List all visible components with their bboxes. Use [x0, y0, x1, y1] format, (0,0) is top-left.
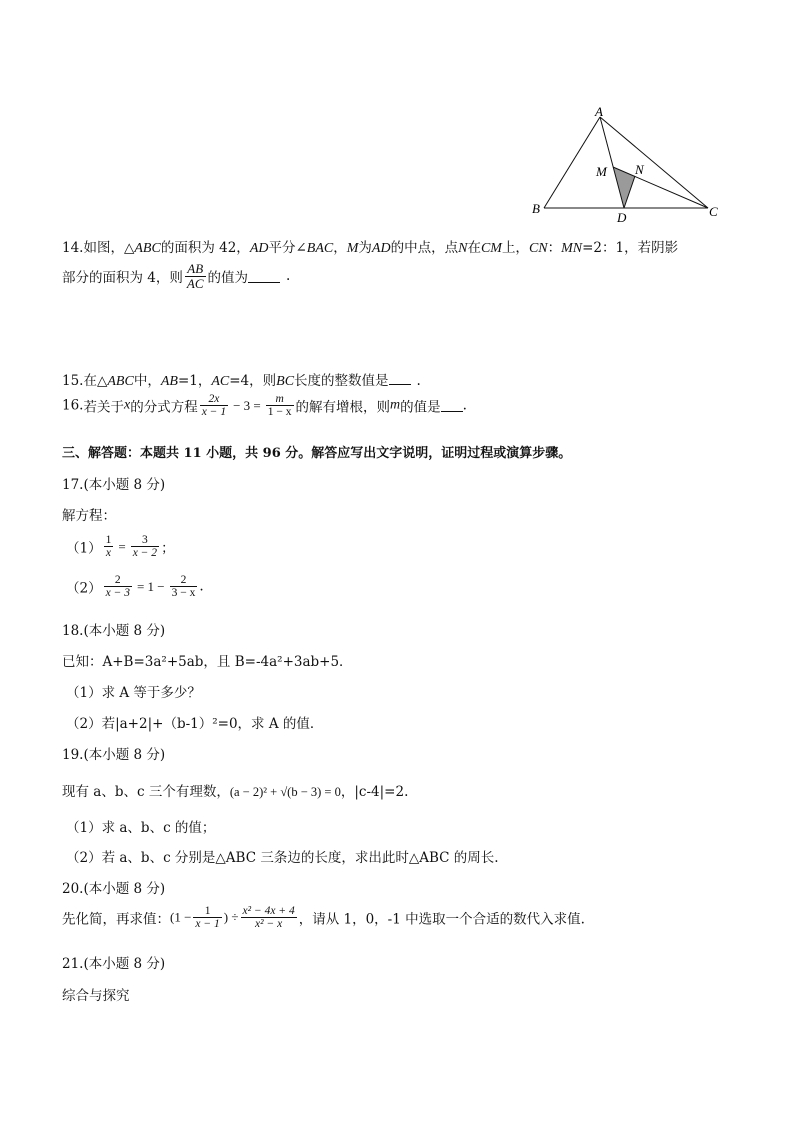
q20-expr-part: (1 − [170, 909, 192, 925]
q16-x: x [123, 397, 131, 413]
fraction-numerator: 2 [170, 574, 198, 587]
q14-ad: AD [371, 241, 391, 256]
segment-ad [600, 117, 624, 208]
q19-part-2: （2）若 a、b、c 分别是△ABC 三条边的长度，求出此时△ABC 的周长. [66, 850, 499, 866]
side-ab [544, 117, 600, 208]
q14-mn: MN [561, 241, 583, 256]
q21-header: 21.(本小题 8 分) [62, 956, 166, 972]
equals-sign: = [118, 538, 126, 554]
q15-text: 中， [133, 373, 161, 389]
q20-expr-part: ) ÷ [223, 909, 239, 925]
q14-text: 的面积为 42， [160, 240, 250, 256]
q14-cn: CN [528, 241, 548, 256]
q14-text: 的中点，点 [390, 240, 459, 256]
fraction-numerator: 1 [193, 905, 221, 918]
q14-text: 上， [501, 240, 529, 256]
q14-text: 的值为 [207, 270, 249, 287]
q15-bc: BC [276, 374, 295, 389]
q19-header: 19.(本小题 8 分) [62, 747, 166, 763]
q14-ad: AD [249, 241, 269, 256]
q14-text: 如图，△ [83, 240, 135, 256]
q17-p2-fraction-1 [104, 574, 132, 599]
section-3-header: 三、解答题：本题共 11 小题，共 96 分。解答应写出文字说明，证明过程或演算步骤。 [62, 446, 572, 461]
q14-n: N [458, 241, 468, 256]
q14-text: =2：1，若阴影 [582, 240, 679, 256]
q19-statement [62, 780, 408, 800]
q14-period: . [286, 268, 291, 285]
q16-text: 的值是 [400, 399, 441, 416]
q18-given: 已知：A+B=3a²+5ab，且 B=-4a²+3ab+5． [62, 654, 353, 670]
fraction-denominator: x² − x [255, 918, 283, 931]
label-c: C [709, 204, 718, 219]
q14-text: ： [547, 240, 562, 256]
q16-text: 若关于 [83, 399, 124, 416]
q20-text: 先化简，再求值： [62, 911, 170, 928]
q15-ab: AB [160, 374, 178, 389]
q15-text: =4，则 [229, 373, 277, 389]
q16-number: 16. [62, 397, 84, 414]
q14-text: 在 [467, 240, 481, 256]
answer-blank[interactable] [441, 399, 463, 412]
label-d: D [617, 210, 627, 225]
fraction-denominator: x [105, 547, 112, 560]
fraction-denominator: x − 1 [195, 918, 220, 931]
fraction-denominator: 1 − x [267, 406, 292, 419]
question-16 [62, 393, 467, 418]
q14-abc: ABC [134, 241, 161, 256]
q18-part-1: （1）求 A 等于多少？ [66, 685, 201, 701]
side-ac [600, 117, 708, 208]
fraction-denominator: x − 3 [105, 587, 130, 600]
answer-blank[interactable] [248, 270, 280, 283]
q16-fraction-1 [200, 393, 228, 418]
fraction-numerator: 1 [105, 534, 112, 546]
q16-period: . [462, 397, 467, 414]
part-label: （2） [66, 580, 102, 597]
q14-text: 部分的面积为 4，则 [62, 270, 183, 287]
q14-cm: CM [480, 241, 502, 256]
q14-number: 14. [62, 240, 84, 256]
fraction-denominator: x − 1 [201, 406, 227, 419]
fraction-numerator: AB [185, 262, 206, 277]
q16-text: 的分式方程 [130, 399, 198, 416]
q17-p2-fraction-2 [170, 574, 198, 599]
q15-ac: AC [211, 374, 230, 389]
q14-m: M [346, 241, 359, 256]
q15-abc: ABC [107, 374, 134, 389]
triangle-figure [528, 104, 724, 226]
label-b: B [532, 201, 540, 216]
label-m: M [596, 164, 607, 179]
q21-intro: 综合与探究 [62, 988, 130, 1004]
q20-statement [62, 905, 585, 930]
question-15 [62, 369, 421, 390]
q18-part-2: （2）若|a+2|+（b-1）²=0，求 A 的值． [66, 716, 324, 732]
q16-operator: − 3 = [233, 397, 261, 413]
fraction-numerator: 3 [131, 534, 159, 547]
fraction-numerator: 2 [104, 574, 132, 587]
q14-bac: BAC [306, 241, 334, 256]
part-label: （1） [66, 540, 102, 557]
q19-text: ，|c-4|=2. [340, 784, 409, 800]
q17-p1-fraction-2 [131, 534, 159, 559]
label-n: N [635, 162, 644, 177]
equation-middle: = 1 − [136, 578, 165, 594]
answer-blank[interactable] [389, 372, 411, 385]
q20-fraction-2 [241, 905, 297, 930]
fraction-numerator: x² − 4x + 4 [242, 905, 295, 917]
q20-text: ，请从 1，0，-1 中选取一个合适的数代入求值. [298, 911, 585, 928]
q14-text: ， [333, 240, 347, 256]
semicolon: ； [161, 540, 175, 557]
q14-fraction [185, 262, 206, 290]
q20-header: 20.(本小题 8 分) [62, 881, 166, 897]
period: . [199, 578, 204, 595]
q17-part-2 [66, 574, 204, 599]
fraction-numerator: m [266, 393, 294, 406]
fraction-denominator: AC [186, 275, 204, 291]
fraction-numerator: 2x [200, 393, 228, 406]
q19-text: 现有 a、b、c 三个有理数， [62, 784, 230, 800]
q17-p1-fraction-1 [104, 534, 114, 559]
q14-text: 平分∠ [268, 240, 307, 256]
fraction-denominator: 3 − x [171, 587, 196, 600]
q15-text: 长度的整数值是 [294, 373, 389, 389]
q16-m: m [390, 397, 401, 413]
question-14-line2 [62, 262, 290, 290]
q15-period: . [416, 373, 421, 389]
q16-fraction-2 [266, 393, 294, 418]
q20-fraction-1 [193, 905, 221, 930]
q14-text: 为 [358, 240, 372, 256]
fraction-denominator: x − 2 [132, 547, 158, 560]
label-a: A [595, 104, 603, 119]
shaded-region [613, 167, 635, 208]
q18-header: 18.(本小题 8 分) [62, 623, 166, 639]
q17-intro: 解方程： [62, 508, 116, 524]
q19-part-1: （1）求 a、b、c 的值； [66, 820, 216, 836]
q19-expression: (a − 2)² + √(b − 3) = 0 [229, 785, 341, 799]
q15-number: 15. [62, 373, 84, 389]
q15-text: 在△ [83, 373, 108, 389]
question-14-line1 [62, 236, 678, 257]
q17-part-1 [66, 534, 175, 559]
q15-text: =1， [177, 373, 212, 389]
q17-header: 17.(本小题 8 分) [62, 477, 166, 493]
q16-text: 的解有增根，则 [295, 399, 390, 416]
